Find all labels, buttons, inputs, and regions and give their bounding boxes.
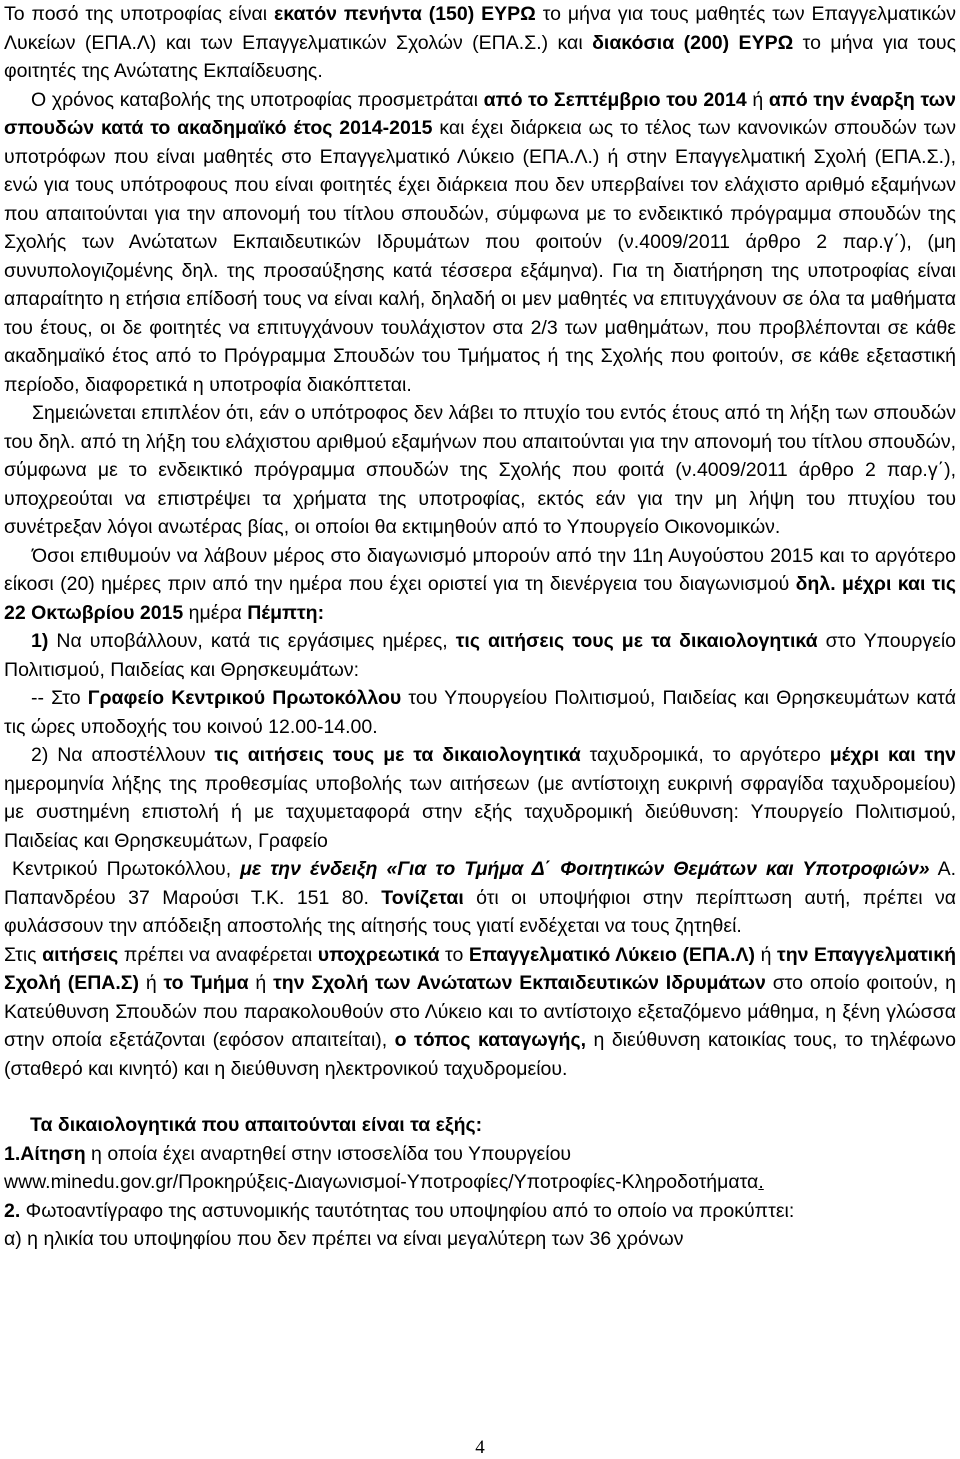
text-segment: η οποία έχει αναρτηθεί στην ιστοσελίδα του Υπουργείου: [85, 1142, 572, 1165]
text-bold: δηλ. μέχρι και τις 22 Οκτωβρίου 2015: [4, 573, 956, 624]
text-segment: του Υπουργείου Πολιτισμού, Παιδείας και Θρησκευμάτων κατά τις ώρες υποδοχής του κοινού 12.00-14.00.: [4, 687, 956, 738]
text-bold: μέχρι και την: [829, 744, 956, 766]
text-bold: 2.: [4, 1199, 21, 1222]
text-segment: Όσοι επιθυμούν να λάβουν μέρος στο διαγωνισμό μπορούν από την 11η Αυγούστου 2015 και το αργότερο είκοσι (20) ημέρες πριν από την ημέρα που έχει οριστεί για τη διενέργεια του διαγωνισμού: [4, 544, 956, 595]
text-bold: από το Σεπτέμβριο του 2014: [483, 88, 747, 111]
paragraph-application-contents: [4, 941, 956, 1084]
text-segment: Ο χρόνος καταβολής της υποτροφίας προσμετράται: [31, 88, 484, 111]
text-bold: ο τόπος καταγωγής,: [394, 1029, 587, 1051]
text-bold: την Επαγγελματική Σχολή (ΕΠΑ.Σ): [4, 943, 957, 994]
text-segment: στο Υπουργείο Πολιτισμού, Παιδείας και Θρησκευμάτων:: [4, 630, 957, 681]
text-segment: η διεύθυνση κατοικίας τους, το τηλέφωνο (σταθερό και κινητό) και η διεύθυνση ηλεκτρονικού ταχυδρομείου.: [4, 1029, 957, 1080]
paragraph-scholarship-amount: [4, 0, 956, 86]
text-bold: τις αιτήσεις τους με τα δικαιολογητικά: [455, 630, 818, 652]
text-bold: υποχρεωτικά: [317, 943, 440, 966]
ministry-website-link-line: [4, 1168, 956, 1197]
document-page: [4, 0, 956, 1254]
text-segment: ή: [139, 972, 164, 994]
text-segment: ή: [755, 943, 777, 966]
paragraph-application-period: [4, 542, 956, 628]
paragraph-payment-duration: [4, 86, 956, 400]
text-segment: 2) Να αποστέλλουν: [31, 744, 215, 766]
text-segment: ημερομηνία λήξης της προθεσμίας υποβολής των αιτήσεων (με αντίστοιχη ευκρινή σφραγίδα ταχυδρομείου) με συστημένη επιστολή ή με ταχυμεταφορά στην εξής ταχυδρομική διεύθυνση: Υπουργείο Πολιτισμού, Παιδείας και Θρησκευμάτων, Γραφείο: [4, 772, 956, 852]
text-bold: από την έναρξη των σπουδών κατά το ακαδημαϊκό έτος 2014-2015: [4, 88, 956, 139]
text-segment: στο οποίο φοιτούν, η Κατεύθυνση Σπουδών που παρακολουθούν στο Λύκειο και το αντίστοιχο εξεταζόμενο μάθημα, η ξένη γλώσσα στην οποία εξετάζονται (εφόσον απαιτείται),: [4, 972, 956, 1051]
text-bold: την Σχολή των Ανώτατων Εκπαιδευτικών Ιδρυμάτων: [273, 972, 766, 994]
text-bold: το Τμήμα: [163, 972, 249, 994]
text-bold-italic: με την ένδειξη «Για το Τμήμα Δ΄ Φοιτητικών Θεμάτων και Υποτροφιών»: [240, 858, 930, 880]
text-segment: πρέπει να αναφέρεται: [118, 943, 318, 966]
paragraph-postal-address: [4, 855, 956, 941]
text-segment: Το ποσό της υποτροφίας είναι: [4, 3, 275, 25]
text-segment: το μήνα για τους μαθητές των Επαγγελματικών Λυκείων (ΕΠΑ.Λ) και των Επαγγελματικών Σχολών (ΕΠΑ.Σ.) και: [4, 3, 956, 54]
text-segment: ταχυδρομικά, το αργότερο: [580, 744, 830, 766]
text-segment: το μήνα για τους φοιτητές της Ανώτατης Εκπαίδευσης.: [4, 31, 956, 82]
text-segment: Στις: [4, 943, 43, 966]
text-bold: τις αιτήσεις τους με τα δικαιολογητικά: [214, 744, 581, 766]
text-bold: 1.Αίτηση: [4, 1142, 86, 1165]
text-bold: Τονίζεται: [381, 886, 464, 909]
blank-line: [4, 1083, 956, 1111]
text-segment: ημέρα: [183, 601, 248, 624]
paragraph-submission-by-post: [4, 741, 956, 855]
text-segment: ή: [248, 972, 274, 994]
ministry-website-link[interactable]: www.minedu.gov.gr/Προκηρύξεις-Διαγωνισμοί-Υποτροφίες/Υποτροφίες-Κληροδοτήματα: [4, 1171, 759, 1193]
text-segment: ή: [746, 88, 769, 111]
text-bold: Γραφείο Κεντρικού Πρωτοκόλλου: [87, 687, 402, 709]
text-segment: Κεντρικού Πρωτοκόλλου,: [12, 858, 241, 880]
text-segment: το: [439, 943, 469, 966]
text-segment: -- Στο: [31, 687, 88, 709]
page-number: 4: [475, 1437, 485, 1458]
required-document-item-2: [4, 1197, 956, 1226]
text-segment: ότι οι υποψήφιοι στην περίπτωση αυτή, πρέπει να φυλάσσουν την απόδειξη αποστολής της αίτησής τους γιατί ενδέχεται να τους ζητηθεί.: [4, 886, 956, 937]
paragraph-central-protocol-office: [4, 684, 956, 741]
text-segment: Α. Παπανδρέου 37 Μαρούσι Τ.Κ. 151 80.: [4, 858, 956, 909]
paragraph-repayment-note: [4, 399, 956, 542]
text-segment: και έχει διάρκεια ως το τέλος των κανονικών σπουδών των υποτρόφων που είναι μαθητές στο Επαγγελματικό Λύκειο (ΕΠΑ.Λ.) ή στην Επαγγελματική Σχολή (ΕΠΑ.Σ.), ενώ για τους υπότροφους που είναι φοιτητές έχει διάρκεια που δεν υπερβαίνει τον ελάχιστο αριθμό εξαμήνων που απαιτούνται για την απονομή του τίτλου σπουδών, σύμφωνα με το ενδεικτικό πρόγραμμα σπουδών της Σχολής των Ανώτατων Εκπαιδευτικών Ιδρυμάτων που φοιτούν (ν.4009/2011 άρθρο 2 παρ.γ΄), (μη συνυπολογιζομένης δηλ. της προσαύξησης κατά τέσσερα εξάμηνα). Για τη διατήρηση της υποτροφίας είναι απαραίτητο η ετήσια επίδοσή τους να είναι καλή, δηλαδή οι μεν μαθητές να επιτυγχάνουν σε όλα τα μαθήματα του έτους, οι δε φοιτητές να επιτυγχάνουν τουλάχιστον στα 2/3 των μαθημάτων, που προβλέπονται σε κάθε ακαδημαϊκό έτος από το Πρόγραμμα Σπουδών του Τμήματος ή της Σχολής που φοιτούν, σε κάθε εξεταστική περίοδο, διαφορετικά η υποτροφία διακόπτεται.: [4, 117, 956, 396]
text-bold: 1): [31, 630, 49, 652]
text-bold: αιτήσεις: [42, 943, 119, 966]
text-segment: Φωτοαντίγραφο της αστυνομικής ταυτότητας του υποψηφίου από το οποίο να προκύπτει:: [20, 1199, 795, 1222]
text-segment: Σημειώνεται επιπλέον ότι, εάν ο υπότροφος δεν λάβει το πτυχίο του εντός έτους από τη λήξη των σπουδών του δηλ. από τη λήξη του ελάχιστου αριθμού εξαμήνων που απαιτούνται για την απονομή του τίτλου σπουδών, σύμφωνα με το ενδεικτικό πρόγραμμα σπουδών της Σχολής που φοιτά (ν.4009/2011 άρθρο 2 παρ.γ΄), υποχρεούται να επιστρέψει τα χρήματα της υποτροφίας, εκτός εάν για την μη λήψη του πτυχίου του συνέτρεξαν λόγοι ανωτέρας βίας, οι οποίοι θα εκτιμηθούν από το Υπουργείο Οικονομικών.: [4, 402, 956, 538]
required-document-item-2a: α) η ηλικία του υποψηφίου που δεν πρέπει να είναι μεγαλύτερη των 36 χρόνων: [4, 1228, 684, 1250]
text-bold: εκατόν πενήντα (150) ΕΥΡΩ: [274, 3, 536, 25]
text-bold: Επαγγελματικό Λύκειο (ΕΠΑ.Λ): [468, 943, 756, 966]
text-bold: διακόσια (200) ΕΥΡΩ: [592, 31, 794, 54]
text-bold: Πέμπτη:: [247, 601, 325, 624]
text-segment: Να υποβάλλουν, κατά τις εργάσιμες ημέρες,: [48, 630, 456, 652]
text-segment: .: [758, 1171, 764, 1193]
paragraph-submission-in-person: [4, 627, 956, 684]
required-documents-heading: Τα δικαιολογητικά που απαιτούνται είναι τα εξής:: [30, 1114, 483, 1136]
required-document-item-1: [4, 1140, 956, 1169]
